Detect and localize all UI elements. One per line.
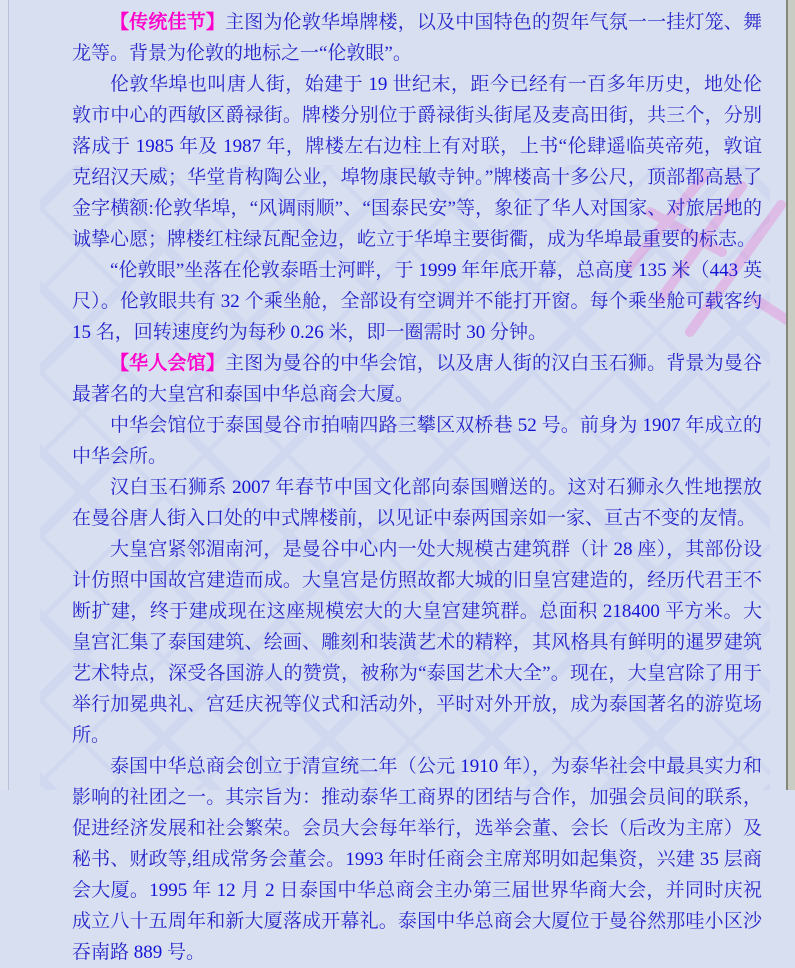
paragraph-london-eye xyxy=(72,255,762,348)
paragraph-text: 大皇宫紧邻湄南河，是曼谷中心内一处大规模古建筑群（计 28 座），其部份设计仿照中国故宫建造而成。大皇宫是仿照故都大城的旧皇宫建造的，经历代君王不断扩建，终于建成现在这座规模宏大的大皇宫建筑群。总面积 218400 平方米。大皇宫汇集了泰国建筑、绘画、雕刻和装潢艺术的精粹，其风格具有鲜明的暹罗建筑艺术特点，深受各国游人的赞赏，被称为“泰国艺术大全”。现在，大皇宫除了用于举行加冕典礼、宫廷庆祝等仪式和活动外，平时对外开放，成为泰国著名的游览场所。 xyxy=(72,539,762,746)
paragraph-text: 汉白玉石狮系 2007 年春节中国文化部向泰国赠送的。这对石狮永久性地摆放在曼谷唐人街入口处的中式牌楼前，以见证中泰两国亲如一家、亘古不变的友情。 xyxy=(72,477,762,529)
paragraph-text: 主图为曼谷的中华会馆，以及唐人街的汉白玉石狮。背景为曼谷最著名的大皇宫和泰国中华总商会大厦。 xyxy=(72,353,762,405)
section-tag-festival: 【传统佳节】 xyxy=(110,12,226,33)
paragraph-text: 主图为伦敦华埠牌楼，以及中国特色的贺年气氛一一挂灯笼、舞龙等。背景为伦敦的地标之一“伦敦眼”。 xyxy=(72,12,762,64)
paragraph-chinatown-history xyxy=(72,69,762,255)
paragraph-text: 中华会馆位于泰国曼谷市拍喃四路三攀区双桥巷 52 号。前身为 1907 年成立的中华会所。 xyxy=(72,415,762,467)
paragraph-chamber-of-commerce xyxy=(72,751,762,968)
paragraph-huiguan-intro xyxy=(72,348,762,410)
paragraph-text: 伦敦华埠也叫唐人街，始建于 19 世纪末，距今已经有一百多年历史，地处伦敦市中心的西敏区爵禄街。牌楼分别位于爵禄街头街尾及麦高田街，共三个，分别落成于 1985 年及 1987 年，牌楼左右边柱上有对联，上书“伦肆遥临英帝苑，敦谊克绍汉天威；华堂肯构陶公业，埠物康民敏寺钟。”牌楼高十多公尺，顶部都高悬了金字横额:伦敦华埠，“风调雨顺”、“国泰民安”等，象征了华人对国家、对旅居地的诚挚心愿；牌楼红柱绿瓦配金边，屹立于华埠主要街衢，成为华埠最重要的标志。 xyxy=(72,74,762,250)
paragraph-festival-intro xyxy=(72,7,762,69)
page-left-edge xyxy=(0,0,9,790)
section-tag-huiguan: 【华人会馆】 xyxy=(110,353,226,374)
paragraph-grand-palace xyxy=(72,534,762,751)
window-right-edge xyxy=(786,0,795,790)
paragraph-text: 泰国中华总商会创立于清宣统二年（公元 1910 年），为泰华社会中最具实力和影响的社团之一。其宗旨为：推动泰华工商界的团结与合作，加强会员间的联系，促进经济发展和社会繁荣。会员大会每年举行，选举会董、会长（后改为主席）及秘书、财政等,组成常务会董会。1993 年时任商会主席郑明如起集资，兴建 35 层商会大厦。1995 年 12 月 2 日泰国中华总商会主办第三届世界华商大会，并同时庆祝成立八十五周年和新大厦落成开幕礼。泰国中华总商会大厦位于曼谷然那哇小区沙吞南路 889 号。 xyxy=(72,756,762,963)
paragraph-stone-lions xyxy=(72,472,762,534)
paragraph-text: “伦敦眼”坐落在伦敦泰晤士河畔，于 1999 年年底开幕，总高度 135 米（443 英尺）。伦敦眼共有 32 个乘坐舱，全部设有空调并不能打开窗。每个乘坐舱可载客约 15 名，回转速度约为每秒 0.26 米，即一圈需时 30 分钟。 xyxy=(72,260,762,343)
paragraph-huiguan-address xyxy=(72,410,762,472)
document-content xyxy=(72,7,762,968)
